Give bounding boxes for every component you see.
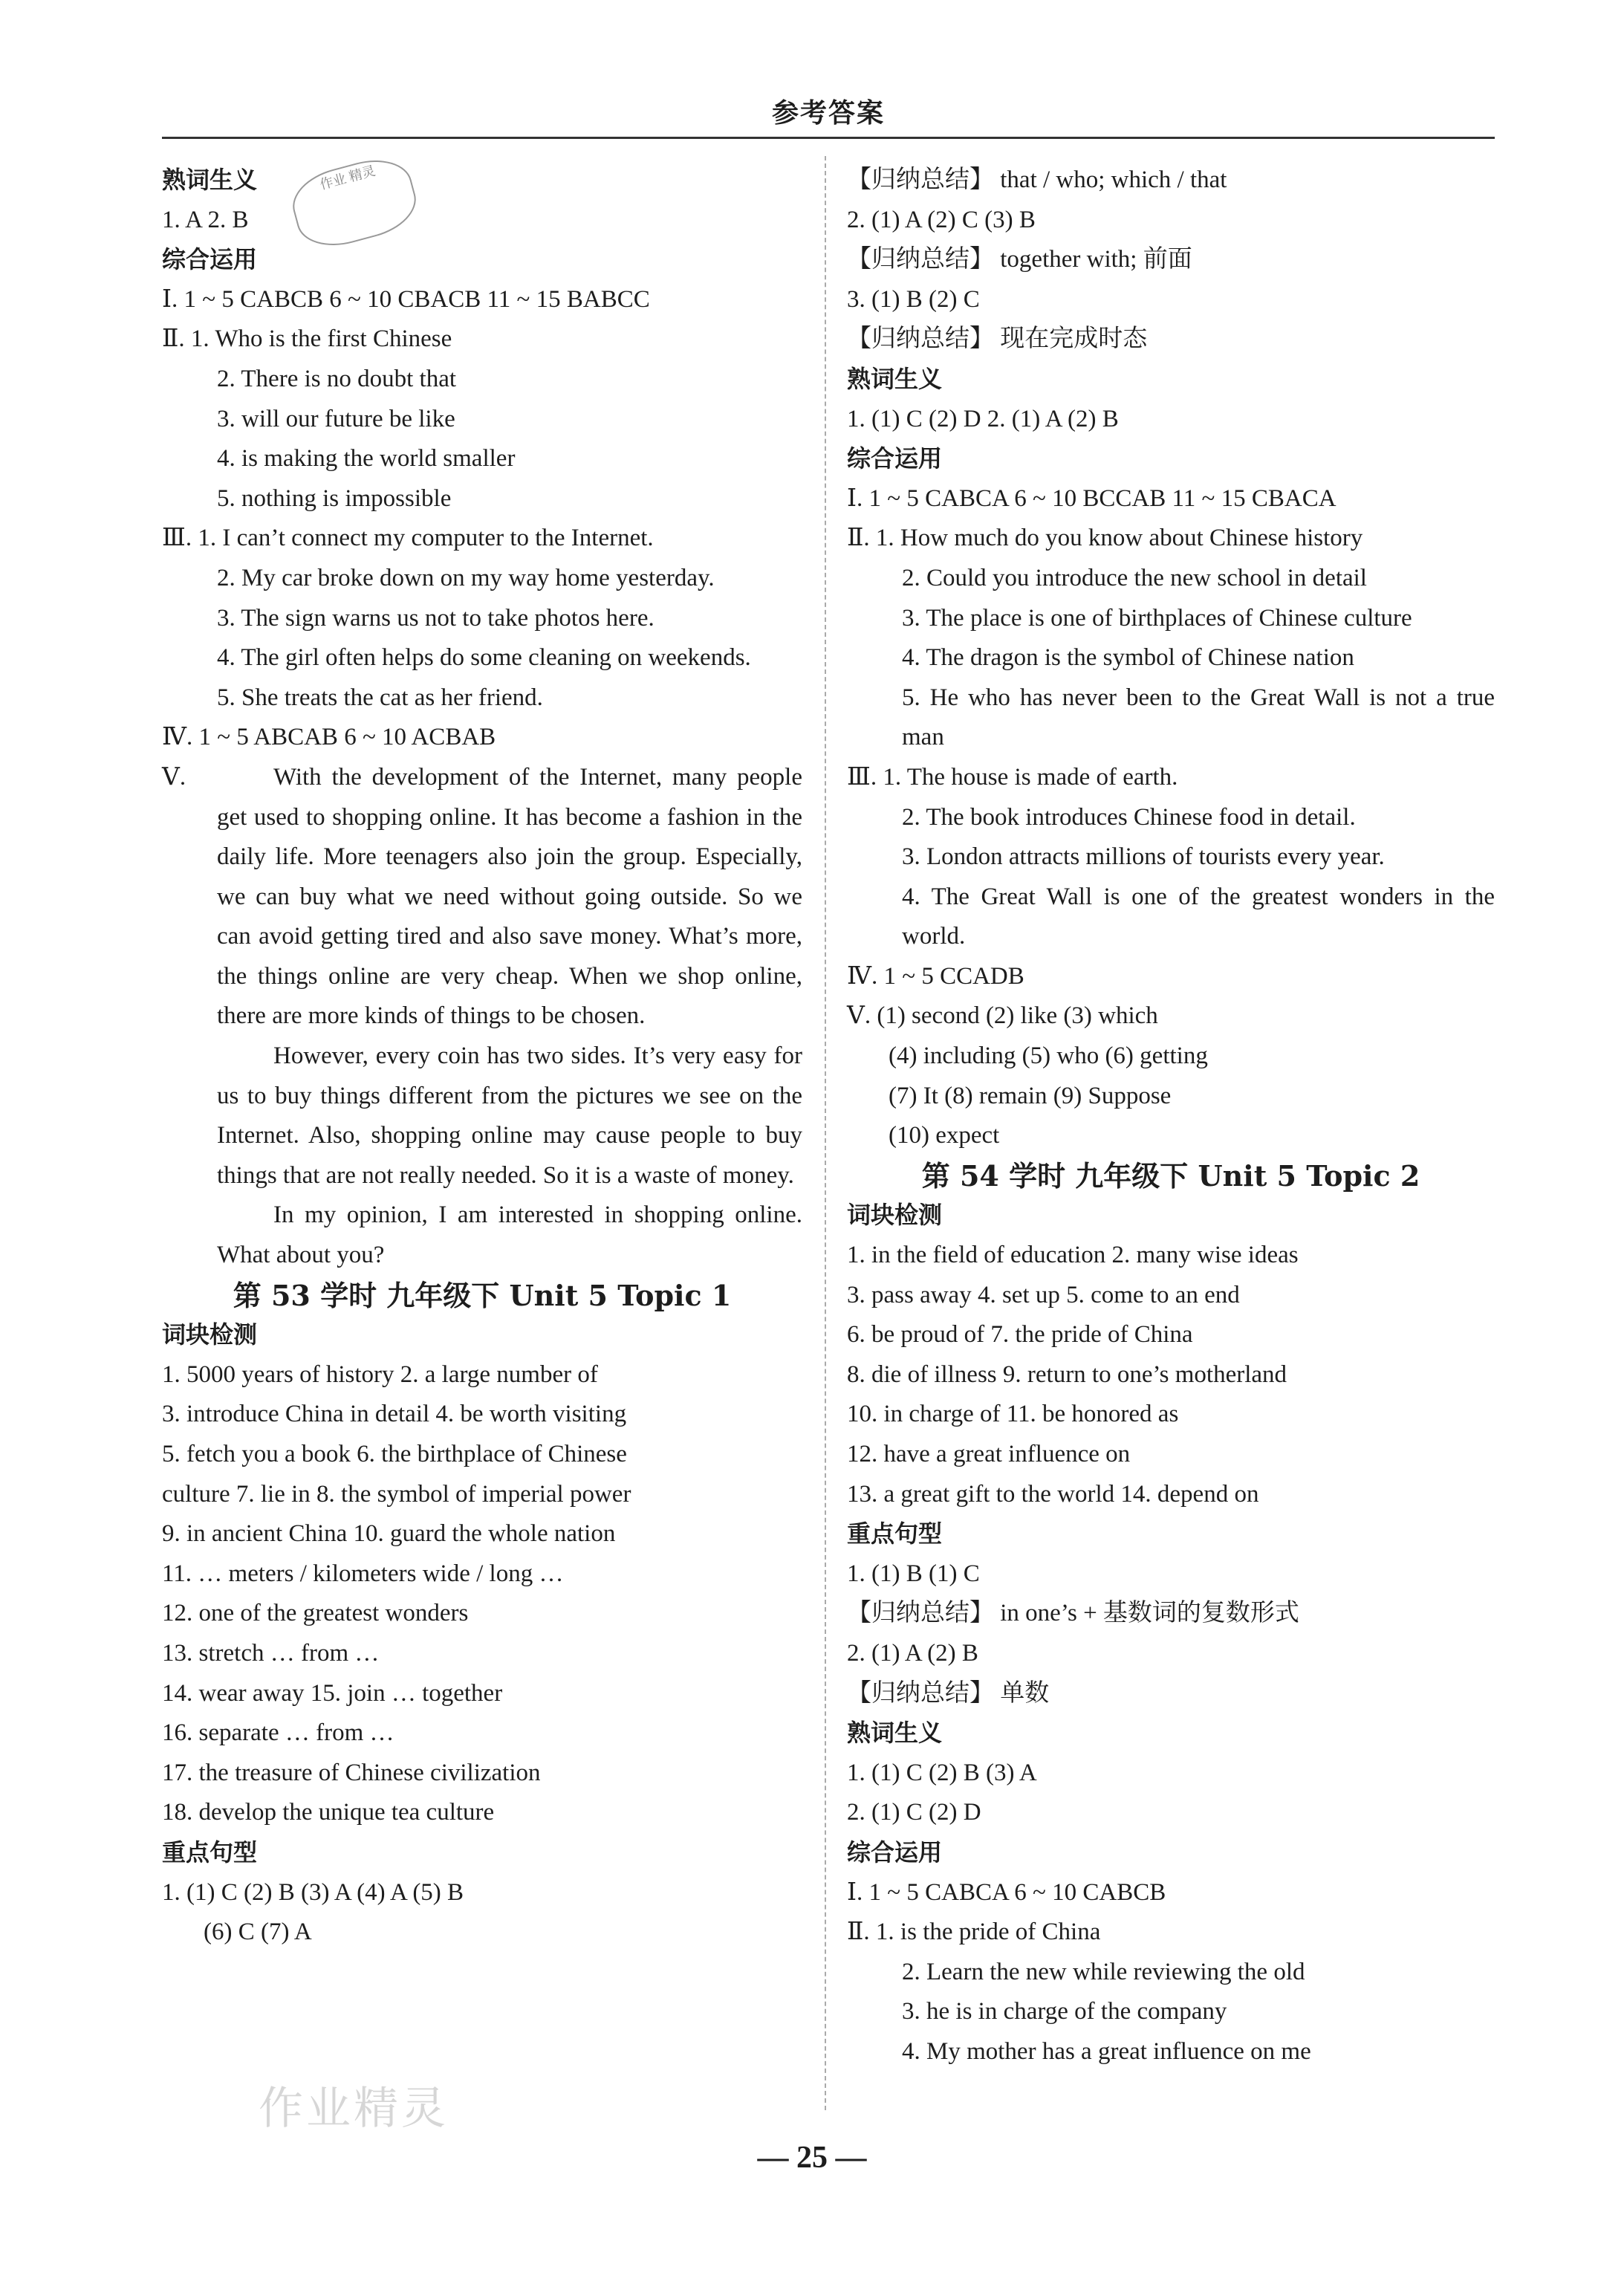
watermark-seal: 作业 精灵 [286,151,423,256]
answer-line: 1. 5000 years of history 2. a large number of [162,1360,598,1388]
answer-line: 3. pass away 4. set up 5. come to an end [847,1281,1240,1308]
header-title: 参考答案 [771,98,885,129]
answer-line: 2. My car broke down on my way home yesterday. [217,564,715,591]
answer-line: Ⅱ. 1. Who is the first Chinese [162,325,452,353]
answer-line: Ⅳ. 1 ~ 5 ABCAB 6 ~ 10 ACBAB [162,724,496,751]
answer-line: 5. She treats the cat as her friend. [217,684,543,711]
answer-line: (10) expect [889,1122,1000,1149]
answer-line: 5. nothing is impossible [217,484,452,512]
section-heading: 词块检测 [847,1201,943,1230]
summary-line: 【归纳总结】 in one’s + 基数词的复数形式 [847,1600,1299,1627]
answer-line: 3. he is in charge of the company [902,1998,1227,2025]
summary-line: 【归纳总结】 together with; 前面 [847,246,1192,273]
section-heading: 熟词生义 [162,166,258,194]
answer-line: Ⅲ. 1. I can’t connect my computer to the Internet. [162,525,654,552]
essay [162,758,802,1276]
answer-line: 1. in the field of education 2. many wise ideas [847,1242,1299,1269]
summary-line: 【归纳总结】 单数 [847,1679,1050,1707]
answer-line: Ⅰ. 1 ~ 5 CABCA 6 ~ 10 CABCB [847,1878,1166,1906]
column-divider [825,156,826,2110]
answer-line: 5. He who has never been to the Great Wall is not a true man [902,684,1495,751]
answer-line: Ⅳ. 1 ~ 5 CCADB [847,962,1024,990]
answer-line: 13. a great gift to the world 14. depend on [847,1480,1259,1508]
answer-line: 16. separate … from … [162,1719,394,1747]
section-heading: 词块检测 [162,1320,258,1349]
answer-line: 3. (1) B (2) C [847,285,980,313]
answer-line: 12. one of the greatest wonders [162,1600,469,1627]
answer-line: 18. develop the unique tea culture [162,1799,495,1826]
answer-line: 4. My mother has a great influence on me [902,2037,1311,2065]
answer-line: 4. is making the world smaller [217,445,516,473]
section-heading: 综合运用 [847,444,943,473]
section-heading: 熟词生义 [847,364,943,393]
answer-line: 1. (1) B (1) C [847,1560,980,1587]
answer-line: Ⅰ. 1 ~ 5 CABCB 6 ~ 10 CBACB 11 ~ 15 BABCC [162,285,650,313]
page-number: — 25 — [757,2141,867,2175]
section-heading: 综合运用 [162,245,258,274]
answer-line: 1. (1) C (2) D 2. (1) A (2) B [847,405,1119,432]
answer-line: 2. Could you introduce the new school in detail [902,564,1367,591]
section-heading: 重点句型 [162,1837,258,1866]
lesson-title: 第 54 学时 九年级下 Unit 5 Topic 2 [921,1158,1420,1193]
answer-line: (7) It (8) remain (9) Suppose [889,1082,1172,1109]
essay-label: Ⅴ. [162,763,186,791]
answer-line: 1. A 2. B [162,206,249,233]
lesson-title: 第 53 学时 九年级下 Unit 5 Topic 1 [233,1278,732,1312]
section-heading: 熟词生义 [847,1719,943,1748]
answer-line: Ⅰ. 1 ~ 5 CABCA 6 ~ 10 BCCAB 11 ~ 15 CBACA [847,484,1336,512]
answer-line: 2. (1) A (2) C (3) B [847,206,1036,233]
answer-line: 17. the treasure of Chinese civilization [162,1759,541,1786]
answer-line: 4. The girl often helps do some cleaning on weekends. [217,644,751,672]
section-heading: 重点句型 [847,1519,943,1548]
answer-line: 14. wear away 15. join … together [162,1679,503,1707]
answer-line: 1. (1) C (2) B (3) A [847,1759,1037,1786]
answer-line: Ⅱ. 1. How much do you know about Chinese history [847,525,1363,552]
answer-line: 4. The Great Wall is one of the greatest wonders in the world. [902,883,1495,950]
answer-line: 3. The sign warns us not to take photos here. [217,604,655,632]
answer-line: 13. stretch … from … [162,1639,380,1667]
answer-line: culture 7. lie in 8. the symbol of imperial power [162,1480,631,1508]
answer-line: 12. have a great influence on [847,1441,1131,1467]
answer-line: 2. (1) C (2) D [847,1799,981,1826]
left-column [162,160,802,1953]
answer-line: (4) including (5) who (6) getting [889,1042,1208,1070]
section-heading: 综合运用 [847,1837,943,1866]
essay-paragraph: However, every coin has two sides. It’s very easy for us to buy things different from the pictures we see on the Internet. Also, shopping online may cause people to buy things that are not really needed. So it is a waste of money. [217,1042,802,1189]
answer-line: Ⅴ. (1) second (2) like (3) which [847,1002,1158,1030]
answer-line: 3. London attracts millions of tourists every year. [902,843,1385,871]
answer-line: 11. … meters / kilometers wide / long … [162,1560,564,1587]
essay-paragraph: In my opinion, I am interested in shopping online. What about you? [217,1201,802,1269]
answer-line: 5. fetch you a book 6. the birthplace of Chinese [162,1441,627,1467]
summary-line: 【归纳总结】 that / who; which / that [847,166,1227,193]
answer-line: Ⅲ. 1. The house is made of earth. [847,763,1178,791]
answer-line: 6. be proud of 7. the pride of China [847,1321,1193,1349]
answer-line: 9. in ancient China 10. guard the whole nation [162,1520,616,1548]
answer-line: (6) C (7) A [204,1918,312,1946]
answer-line: 2. (1) A (2) B [847,1639,978,1667]
answer-line: Ⅱ. 1. is the pride of China [847,1918,1101,1946]
essay-paragraph: With the development of the Internet, many people get used to shopping online. It has become a fashion in the daily life. More teenagers also join the group. Especially, we can buy what we need without going outside. So we can avoid getting tired and also save money. What’s more, the things online are very cheap. When we shop online, there are more kinds of things to be chosen. [217,763,802,1030]
answer-line: 10. in charge of 11. be honored as [847,1401,1179,1428]
answer-line: 8. die of illness 9. return to one’s motherland [847,1360,1287,1388]
watermark-text: 作业精灵 [259,2083,449,2135]
answer-line: 3. The place is one of birthplaces of Chinese culture [902,604,1412,632]
answer-line: 4. The dragon is the symbol of Chinese nation [902,644,1354,672]
answer-line: 2. Learn the new while reviewing the old [902,1958,1305,1985]
summary-line: 【归纳总结】 现在完成时态 [847,325,1148,353]
answer-line: 1. (1) C (2) B (3) A (4) A (5) B [162,1878,464,1906]
answer-line: 3. will our future be like [217,405,455,432]
answer-line: 2. There is no doubt that [217,365,457,392]
answer-line: 3. introduce China in detail 4. be worth visiting [162,1401,627,1428]
answer-line: 2. The book introduces Chinese food in detail. [902,803,1356,831]
right-column [847,160,1495,2072]
page-header [162,95,1495,139]
